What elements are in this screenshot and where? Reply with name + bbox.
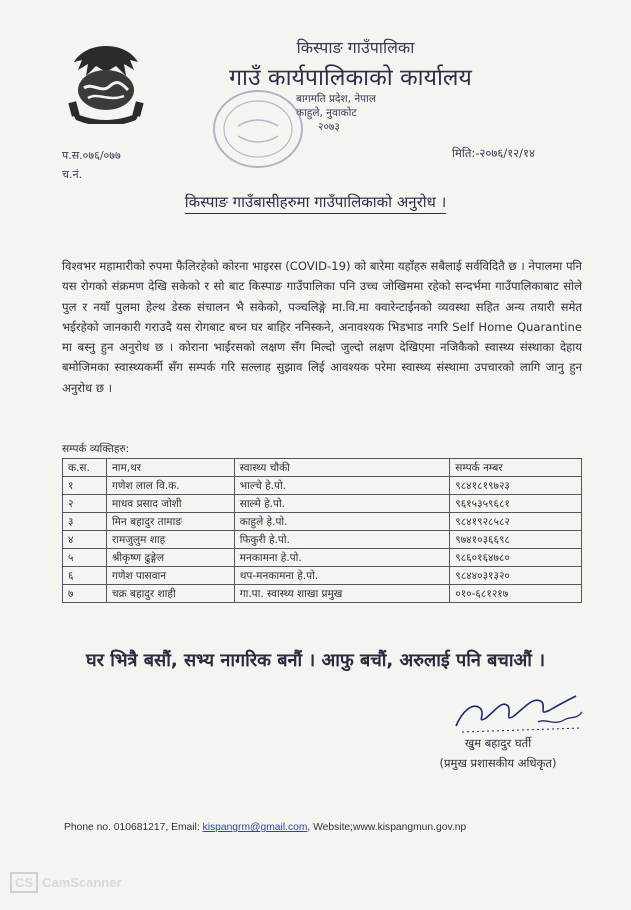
office-seal-stamp	[208, 86, 308, 172]
scanner-watermark	[10, 872, 122, 893]
cell-health-post: गा.पा. स्वास्थ्य शाखा प्रमुख	[234, 585, 450, 603]
cell-sn: ७	[63, 585, 107, 603]
table-row	[63, 531, 582, 549]
handwritten-signature	[442, 682, 592, 738]
cell-health-post: काहुले हे.पो.	[234, 513, 450, 531]
cell-health-post: भाल्चे हे.पो.	[234, 477, 450, 495]
table-row	[63, 513, 582, 531]
cell-phone: ९८४१९२८५८२	[450, 513, 582, 531]
table-row	[63, 567, 582, 585]
letter-date: मिति:-२०७६/१२/१४	[452, 146, 536, 160]
col-header-health-post: स्वास्थ्य चौकी	[234, 459, 450, 477]
cell-name: श्रीकृष्ण ढुङ्गेल	[106, 549, 234, 567]
reference-number: प.स.०७६/०७७	[62, 149, 121, 162]
subject-text: किस्पाङ गाउँबासीहरुमा गाउँपालिकाको अनुरोध ।	[185, 193, 447, 214]
scanner-badge: CS	[10, 872, 38, 893]
table-header-row	[63, 459, 582, 477]
signatory-title: (प्रमुख प्रशासकीय अधिकृत)	[439, 756, 557, 770]
cell-sn: ५	[63, 549, 107, 567]
cell-health-post: साल्मे हे.पो.	[234, 495, 450, 513]
table-row	[63, 477, 582, 495]
address-year: २०७३	[318, 121, 340, 133]
cell-phone: ९८६०१६४७८०	[450, 549, 582, 567]
footer-website: , Website;www.kispangmun.gov.np	[307, 822, 467, 833]
cell-name: रामजुलुम शाह	[106, 531, 234, 549]
cell-phone: ९६१५३५९६८१	[450, 495, 582, 513]
reference-block	[62, 146, 121, 184]
body-paragraph: विश्वभर महामारीको रुपमा फैलिरहेको कोरना भाइरस (COVID-19) को बारेमा यहाँहरु सबैलाई सर्वविदितै छ । नेपालमा पनि यस रोगको संक्रमण देखि सकेको र सो बाट किस्पाङ गाउँपालिका पनि उच्च जोखिममा रहेको सन्दर्भमा गाउँपालिकाबाट सोले पुल र नयाँ पुलमा हेल्थ डेस्क संचालन भै सकेको, पञ्चलिङ्गे मा.वि.मा क्वारेन्टाईनको व्यवस्था सहित अन्य तयारी समेत भईरहेको जानकारी गराउदै यस रोगबाट बच्न घर बाहिर ननिस्कने, अनावश्यक भिडभाड नगरि Self Home Quarantine मा बस्नु हुन अनुरोध छ । कोराना भाईरसको लक्षण सँग मिल्दो जुल्दो लक्षण देखिएमा नजिकैको स्वास्थ्य संस्थाका देहाय बमोजिमका स्वास्थ्यकर्मी सँग सम्पर्क गरि सल्लाह सुझाव लिई आवश्यक परेमा स्वास्थ्य संस्थामा उपचारको लागि जानु हुन अनुरोध छ ।	[62, 259, 582, 395]
slogan: घर भित्रै बसौं, सभ्य नागरिक बनौं । आफु बचौं, अरुलाई पनि बचाऔं ।	[85, 650, 546, 671]
cell-name: गणेश लाल वि.क.	[106, 477, 234, 495]
office-name: गाउँ कार्यपालिकाको कार्यालय	[229, 65, 472, 91]
contacts-table	[62, 458, 582, 603]
cell-name: माधव प्रसाद जोशी	[106, 495, 234, 513]
cell-sn: २	[63, 495, 107, 513]
cell-health-post: फिकुरी हे.पो.	[234, 531, 450, 549]
signatory-name: खुम बहादुर घर्ती	[464, 736, 532, 750]
col-header-phone: सम्पर्क नम्बर	[450, 459, 582, 477]
cell-phone: ९७४१०३६६९८	[450, 531, 582, 549]
cell-sn: ३	[63, 513, 107, 531]
cell-sn: ४	[63, 531, 107, 549]
subject-line	[0, 192, 631, 212]
cell-phone: ०१०-६८१२१७	[450, 585, 582, 603]
cell-sn: १	[63, 477, 107, 495]
cell-health-post: मनकामना हे.पो.	[234, 549, 450, 567]
col-header-name: नाम,थर	[106, 459, 234, 477]
scanner-name: CamScanner	[42, 875, 122, 890]
municipality-name: किस्पाङ गाउँपालिका	[296, 38, 415, 57]
cell-name: मिन बहादुर तामाङ	[106, 513, 234, 531]
table-row	[63, 585, 582, 603]
address-location: काहुले, नुवाकोट	[296, 107, 357, 119]
contacts-label: सम्पर्क व्यक्तिहरु:	[62, 443, 130, 455]
cell-phone: ९८४४०३१३२०	[450, 567, 582, 585]
footer-prefix: Phone no. 010681217, Email:	[64, 822, 203, 833]
cell-name: गणेश पासवान	[106, 567, 234, 585]
table-row	[63, 549, 582, 567]
address-province: बागमति प्रदेश, नेपाल	[296, 93, 376, 105]
cell-health-post: थप-मनकामना हे.पो.	[234, 567, 450, 585]
dispatch-number: च.नं.	[62, 168, 83, 181]
table-row	[63, 495, 582, 513]
email-link[interactable]: kispangrm@gmail.com	[202, 822, 308, 833]
footer-contact	[64, 822, 466, 833]
col-header-sn: क.स.	[63, 459, 107, 477]
cell-phone: ९८४१८१९७२३	[450, 477, 582, 495]
cell-sn: ६	[63, 567, 107, 585]
cell-name: चक्र बहादुर शाही	[106, 585, 234, 603]
